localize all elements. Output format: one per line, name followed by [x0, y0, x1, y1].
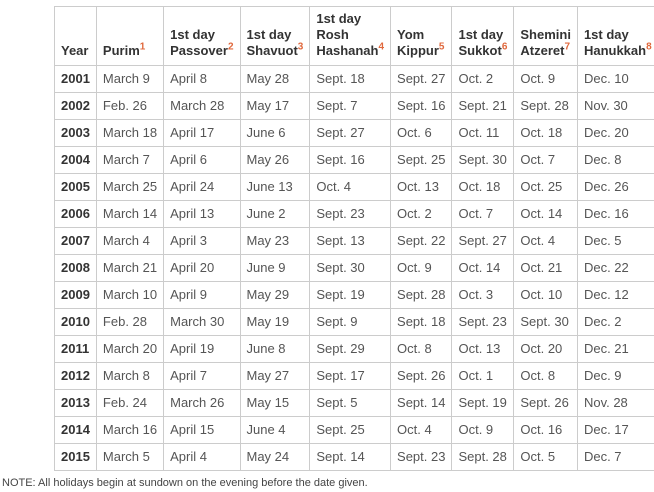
date-cell: March 14: [96, 201, 163, 228]
date-cell: Dec. 10: [577, 66, 654, 93]
date-cell: Nov. 28: [577, 390, 654, 417]
date-cell: March 30: [164, 309, 240, 336]
date-cell: Sept. 16: [391, 93, 452, 120]
date-cell: Sept. 30: [514, 309, 578, 336]
date-cell: Sept. 25: [391, 147, 452, 174]
date-cell: March 4: [96, 228, 163, 255]
year-cell: 2007: [55, 228, 97, 255]
date-cell: Oct. 10: [514, 282, 578, 309]
date-cell: Dec. 9: [577, 363, 654, 390]
date-cell: May 29: [240, 282, 310, 309]
date-cell: Oct. 7: [452, 201, 514, 228]
jewish-holidays-table: [54, 6, 654, 471]
year-cell: 2012: [55, 363, 97, 390]
date-cell: Sept. 18: [391, 309, 452, 336]
column-header: [55, 7, 97, 66]
column-header: [452, 7, 514, 66]
date-cell: Feb. 28: [96, 309, 163, 336]
footnote-ref[interactable]: 7: [564, 41, 571, 53]
year-cell: 2004: [55, 147, 97, 174]
date-cell: March 26: [164, 390, 240, 417]
date-cell: May 24: [240, 444, 310, 471]
table-row: [55, 174, 654, 201]
year-cell: 2010: [55, 309, 97, 336]
date-cell: Oct. 11: [452, 120, 514, 147]
date-cell: Sept. 7: [310, 93, 391, 120]
date-cell: Sept. 28: [391, 282, 452, 309]
date-cell: March 9: [96, 66, 163, 93]
date-cell: Sept. 18: [310, 66, 391, 93]
date-cell: Sept. 5: [310, 390, 391, 417]
date-cell: April 17: [164, 120, 240, 147]
footnote-text: NOTE: All holidays begin at sundown on the evening before the date given.: [2, 477, 368, 489]
table-row: [55, 282, 654, 309]
date-cell: March 21: [96, 255, 163, 282]
year-cell: 2002: [55, 93, 97, 120]
date-cell: June 9: [240, 255, 310, 282]
date-cell: April 24: [164, 174, 240, 201]
date-cell: Sept. 27: [310, 120, 391, 147]
date-cell: Oct. 3: [452, 282, 514, 309]
date-cell: April 20: [164, 255, 240, 282]
date-cell: Sept. 26: [514, 390, 578, 417]
date-cell: March 5: [96, 444, 163, 471]
date-cell: Oct. 9: [391, 255, 452, 282]
date-cell: Dec. 5: [577, 228, 654, 255]
table-row: [55, 390, 654, 417]
date-cell: Dec. 12: [577, 282, 654, 309]
date-cell: Sept. 29: [310, 336, 391, 363]
year-cell: 2015: [55, 444, 97, 471]
column-header-label: 1st day Hanukkah: [583, 27, 647, 58]
year-cell: 2006: [55, 201, 97, 228]
date-cell: Sept. 19: [452, 390, 514, 417]
footnote-ref[interactable]: 1: [139, 41, 146, 53]
date-cell: Oct. 18: [452, 174, 514, 201]
date-cell: Oct. 8: [391, 336, 452, 363]
date-cell: May 28: [240, 66, 310, 93]
year-cell: 2014: [55, 417, 97, 444]
date-cell: Sept. 22: [391, 228, 452, 255]
date-cell: May 15: [240, 390, 310, 417]
date-cell: Oct. 6: [391, 120, 452, 147]
date-cell: Sept. 16: [310, 147, 391, 174]
date-cell: Sept. 30: [310, 255, 391, 282]
date-cell: April 19: [164, 336, 240, 363]
year-cell: 2001: [55, 66, 97, 93]
date-cell: Oct. 5: [514, 444, 578, 471]
table-row: [55, 309, 654, 336]
footnote-ref[interactable]: 6: [501, 41, 508, 53]
date-cell: May 17: [240, 93, 310, 120]
column-header: [240, 7, 310, 66]
year-cell: 2013: [55, 390, 97, 417]
date-cell: Oct. 8: [514, 363, 578, 390]
date-cell: Oct. 13: [391, 174, 452, 201]
date-cell: June 13: [240, 174, 310, 201]
date-cell: April 8: [164, 66, 240, 93]
date-cell: Oct. 4: [391, 417, 452, 444]
date-cell: March 25: [96, 174, 163, 201]
date-cell: Sept. 14: [391, 390, 452, 417]
date-cell: Oct. 13: [452, 336, 514, 363]
year-cell: 2011: [55, 336, 97, 363]
date-cell: Sept. 9: [310, 309, 391, 336]
year-cell: 2003: [55, 120, 97, 147]
date-cell: April 9: [164, 282, 240, 309]
date-cell: April 13: [164, 201, 240, 228]
date-cell: Sept. 17: [310, 363, 391, 390]
date-cell: Dec. 26: [577, 174, 654, 201]
table-row: [55, 147, 654, 174]
column-header-label: 1st day Rosh Hashanah: [316, 11, 379, 58]
date-cell: March 7: [96, 147, 163, 174]
date-cell: Oct. 1: [452, 363, 514, 390]
table-row: [55, 255, 654, 282]
date-cell: March 20: [96, 336, 163, 363]
table-row: [55, 228, 654, 255]
date-cell: May 19: [240, 309, 310, 336]
date-cell: Oct. 9: [514, 66, 578, 93]
date-cell: April 15: [164, 417, 240, 444]
year-cell: 2009: [55, 282, 97, 309]
date-cell: Sept. 27: [452, 228, 514, 255]
date-cell: Dec. 20: [577, 120, 654, 147]
date-cell: Oct. 2: [452, 66, 514, 93]
date-cell: Oct. 20: [514, 336, 578, 363]
footnote-ref[interactable]: 2: [227, 41, 234, 53]
column-header: [577, 7, 654, 66]
column-header-label: 1st day Sukkot: [458, 27, 504, 58]
column-header: [391, 7, 452, 66]
date-cell: Oct. 14: [514, 201, 578, 228]
date-cell: Oct. 16: [514, 417, 578, 444]
date-cell: Dec. 7: [577, 444, 654, 471]
date-cell: Sept. 23: [391, 444, 452, 471]
date-cell: March 8: [96, 363, 163, 390]
header-row: [55, 7, 654, 66]
date-cell: April 4: [164, 444, 240, 471]
table-row: [55, 201, 654, 228]
date-cell: Sept. 26: [391, 363, 452, 390]
date-cell: Sept. 23: [310, 201, 391, 228]
date-cell: Oct. 2: [391, 201, 452, 228]
date-cell: Sept. 28: [514, 93, 578, 120]
date-cell: May 26: [240, 147, 310, 174]
column-header: [514, 7, 578, 66]
year-cell: 2005: [55, 174, 97, 201]
column-header: [96, 7, 163, 66]
table-row: [55, 93, 654, 120]
date-cell: Oct. 7: [514, 147, 578, 174]
date-cell: Sept. 25: [310, 417, 391, 444]
date-cell: March 18: [96, 120, 163, 147]
date-cell: Sept. 30: [452, 147, 514, 174]
date-cell: March 28: [164, 93, 240, 120]
footnote-ref[interactable]: 8: [646, 41, 652, 53]
footnote-ref[interactable]: 4: [378, 41, 385, 53]
date-cell: Oct. 4: [310, 174, 391, 201]
column-header-label: Year: [61, 43, 89, 58]
date-cell: Dec. 21: [577, 336, 654, 363]
date-cell: Sept. 14: [310, 444, 391, 471]
footnote-ref[interactable]: 5: [438, 41, 445, 53]
date-cell: March 16: [96, 417, 163, 444]
date-cell: Dec. 17: [577, 417, 654, 444]
date-cell: Feb. 26: [96, 93, 163, 120]
date-cell: Sept. 23: [452, 309, 514, 336]
date-cell: May 23: [240, 228, 310, 255]
date-cell: Sept. 28: [452, 444, 514, 471]
column-header: [310, 7, 391, 66]
table-row: [55, 336, 654, 363]
date-cell: May 27: [240, 363, 310, 390]
date-cell: Sept. 13: [310, 228, 391, 255]
date-cell: March 10: [96, 282, 163, 309]
footnote-ref[interactable]: 3: [297, 41, 304, 53]
column-header-label: 1st day Shavuot: [246, 27, 298, 58]
year-cell: 2008: [55, 255, 97, 282]
date-cell: Sept. 19: [310, 282, 391, 309]
table-row: [55, 417, 654, 444]
date-cell: June 6: [240, 120, 310, 147]
date-cell: Feb. 24: [96, 390, 163, 417]
column-header: [164, 7, 240, 66]
date-cell: April 6: [164, 147, 240, 174]
date-cell: Oct. 21: [514, 255, 578, 282]
column-header-label: Yom Kippur: [397, 27, 439, 58]
column-header-label: Purim: [102, 43, 140, 58]
date-cell: Oct. 9: [452, 417, 514, 444]
date-cell: Sept. 27: [391, 66, 452, 93]
date-cell: Oct. 25: [514, 174, 578, 201]
date-cell: June 2: [240, 201, 310, 228]
date-cell: Oct. 4: [514, 228, 578, 255]
table-row: [55, 120, 654, 147]
table-row: [55, 444, 654, 471]
date-cell: Oct. 14: [452, 255, 514, 282]
date-cell: April 7: [164, 363, 240, 390]
date-cell: April 3: [164, 228, 240, 255]
date-cell: Dec. 2: [577, 309, 654, 336]
date-cell: Sept. 21: [452, 93, 514, 120]
date-cell: June 4: [240, 417, 310, 444]
date-cell: Dec. 16: [577, 201, 654, 228]
table-row: [55, 363, 654, 390]
date-cell: Nov. 30: [577, 93, 654, 120]
date-cell: Oct. 18: [514, 120, 578, 147]
date-cell: Dec. 8: [577, 147, 654, 174]
column-header-label: 1st day Passover: [170, 27, 228, 58]
date-cell: Dec. 22: [577, 255, 654, 282]
table-body: [55, 66, 654, 471]
table-row: [55, 66, 654, 93]
column-header-label: Shemini Atzeret: [520, 27, 571, 58]
date-cell: June 8: [240, 336, 310, 363]
